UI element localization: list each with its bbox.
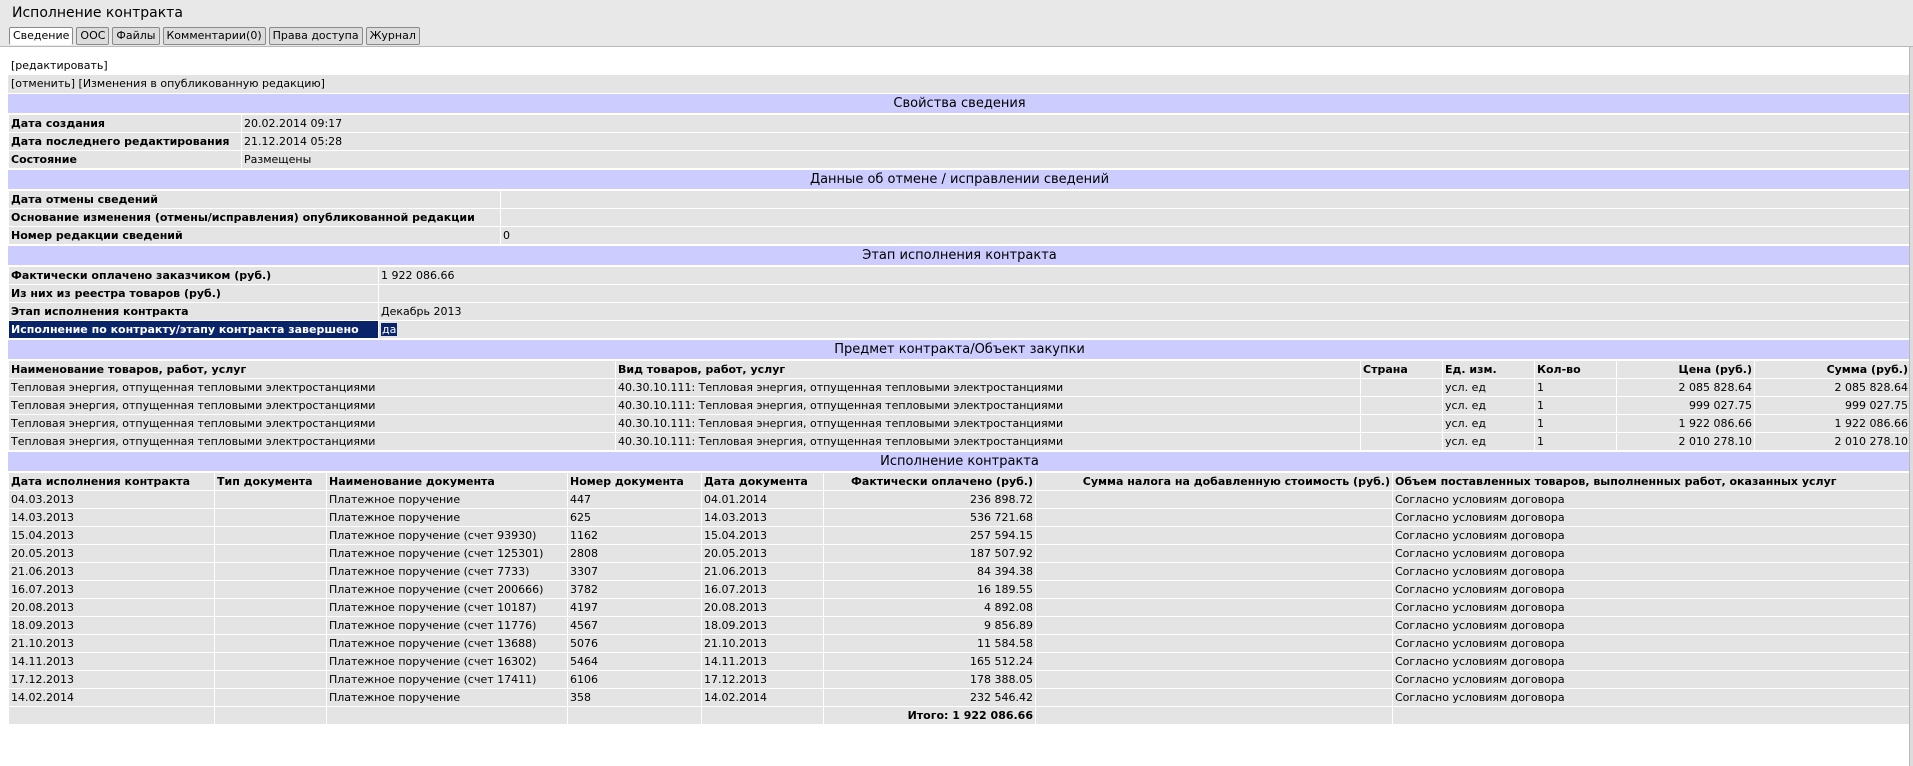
subject-cell-unit: усл. ед [1443, 415, 1535, 433]
props-value: 20.02.2014 09:17 [242, 115, 1911, 133]
subject-col-country: Страна [1361, 361, 1443, 379]
subject-cell-sum: 1 922 086.66 [1755, 415, 1911, 433]
exec-cell-volume: Согласно условиям договора [1393, 545, 1911, 563]
exec-cell-doctype [215, 509, 327, 527]
exec-cell-docname: Платежное поручение (счет 11776) [327, 617, 568, 635]
exec-col-doctype: Тип документа [215, 473, 327, 491]
stage-label: Этап исполнения контракта [9, 303, 379, 321]
exec-cell-docdate: 20.05.2013 [702, 545, 824, 563]
cancel-value [501, 191, 1911, 209]
exec-cell-docdate: 15.04.2013 [702, 527, 824, 545]
props-label: Дата создания [9, 115, 242, 133]
cancel-value: 0 [501, 227, 1911, 245]
subject-cell-name: Тепловая энергия, отпущенная тепловыми электростанциями [9, 415, 616, 433]
execution-row [9, 689, 1911, 707]
window-title: Исполнение контракта [12, 5, 183, 21]
exec-cell-date: 15.04.2013 [9, 527, 215, 545]
cancel-value [501, 209, 1911, 227]
props-label: Состояние [9, 151, 242, 169]
exec-col-vat: Сумма налога на добавленную стоимость (руб.) [1036, 473, 1393, 491]
exec-cell-docdate: 20.08.2013 [702, 599, 824, 617]
exec-cell-paid: 236 898.72 [824, 491, 1036, 509]
exec-cell-docname: Платежное поручение (счет 125301) [327, 545, 568, 563]
cancel-table [8, 190, 1911, 245]
execution-row [9, 491, 1911, 509]
exec-cell-docnum: 5076 [568, 635, 702, 653]
stage-section-title: Этап исполнения контракта [8, 245, 1911, 266]
exec-cell-date: 16.07.2013 [9, 581, 215, 599]
exec-cell-date: 17.12.2013 [9, 671, 215, 689]
props-section-title: Свойства сведения [8, 93, 1911, 114]
subject-col-unit: Ед. изм. [1443, 361, 1535, 379]
stage-table [8, 266, 1911, 339]
execution-row [9, 581, 1911, 599]
cancel-section-title: Данные об отмене / исправлении сведений [8, 169, 1911, 190]
subject-cell-qty: 1 [1535, 379, 1617, 397]
subject-cell-country [1361, 397, 1443, 415]
execution-row [9, 527, 1911, 545]
subject-cell-qty: 1 [1535, 415, 1617, 433]
total-empty-cell [702, 707, 824, 725]
exec-cell-docdate: 04.01.2014 [702, 491, 824, 509]
execution-section-title: Исполнение контракта [8, 451, 1911, 472]
execution-row [9, 635, 1911, 653]
subject-cell-kind: 40.30.10.111: Тепловая энергия, отпущенная тепловыми электростанциями [616, 433, 1361, 451]
subject-row [9, 433, 1911, 451]
subject-cell-country [1361, 433, 1443, 451]
subject-cell-name: Тепловая энергия, отпущенная тепловыми электростанциями [9, 379, 616, 397]
exec-cell-docdate: 14.02.2014 [702, 689, 824, 707]
subject-cell-name: Тепловая энергия, отпущенная тепловыми электростанциями [9, 433, 616, 451]
exec-cell-docname: Платежное поручение (счет 7733) [327, 563, 568, 581]
exec-cell-volume: Согласно условиям договора [1393, 599, 1911, 617]
exec-cell-paid: 84 394.38 [824, 563, 1036, 581]
subject-cell-kind: 40.30.10.111: Тепловая энергия, отпущенная тепловыми электростанциями [616, 415, 1361, 433]
exec-cell-docnum: 625 [568, 509, 702, 527]
exec-cell-paid: 257 594.15 [824, 527, 1036, 545]
exec-cell-docname: Платежное поручение (счет 93930) [327, 527, 568, 545]
exec-cell-docnum: 447 [568, 491, 702, 509]
tab-svedenie[interactable]: Сведение [9, 27, 73, 45]
exec-cell-docnum: 1162 [568, 527, 702, 545]
exec-cell-date: 04.03.2013 [9, 491, 215, 509]
exec-cell-docname: Платежное поручение [327, 509, 568, 527]
exec-cell-volume: Согласно условиям договора [1393, 635, 1911, 653]
exec-cell-vat [1036, 635, 1393, 653]
exec-cell-docname: Платежное поручение (счет 200666) [327, 581, 568, 599]
changes-link[interactable]: [Изменения в опубликованную редакцию] [78, 77, 325, 90]
stage-value [379, 285, 1911, 303]
subject-cell-price: 1 922 086.66 [1617, 415, 1755, 433]
exec-cell-vat [1036, 509, 1393, 527]
exec-cell-docname: Платежное поручение (счет 13688) [327, 635, 568, 653]
exec-cell-docnum: 5464 [568, 653, 702, 671]
exec-cell-doctype [215, 545, 327, 563]
exec-cell-volume: Согласно условиям договора [1393, 653, 1911, 671]
cancel-row [9, 191, 1911, 209]
exec-cell-docdate: 21.10.2013 [702, 635, 824, 653]
exec-cell-docname: Платежное поручение (счет 16302) [327, 653, 568, 671]
edit-row [8, 57, 1911, 75]
execution-header-row [9, 473, 1911, 491]
exec-cell-docname: Платежное поручение [327, 491, 568, 509]
subject-col-sum: Сумма (руб.) [1755, 361, 1911, 379]
props-value: 21.12.2014 05:28 [242, 133, 1911, 151]
subject-header-row [9, 361, 1911, 379]
props-table [8, 114, 1911, 169]
stage-row [9, 267, 1911, 285]
total-empty-cell [327, 707, 568, 725]
exec-cell-docname: Платежное поручение [327, 689, 568, 707]
exec-cell-date: 21.06.2013 [9, 563, 215, 581]
total-empty-cell [215, 707, 327, 725]
exec-cell-doctype [215, 563, 327, 581]
exec-cell-volume: Согласно условиям договора [1393, 671, 1911, 689]
exec-cell-vat [1036, 689, 1393, 707]
exec-cell-date: 20.05.2013 [9, 545, 215, 563]
stage-row [9, 303, 1911, 321]
subject-col-kind: Вид товаров, работ, услуг [616, 361, 1361, 379]
tab-files[interactable]: Файлы [112, 27, 159, 45]
exec-cell-docnum: 6106 [568, 671, 702, 689]
subject-row [9, 415, 1911, 433]
exec-cell-paid: 165 512.24 [824, 653, 1036, 671]
exec-cell-vat [1036, 653, 1393, 671]
cancel-label: Номер редакции сведений [9, 227, 501, 245]
exec-cell-doctype [215, 491, 327, 509]
exec-cell-volume: Согласно условиям договора [1393, 689, 1911, 707]
exec-cell-vat [1036, 527, 1393, 545]
subject-cell-sum: 2 010 278.10 [1755, 433, 1911, 451]
exec-cell-paid: 9 856.89 [824, 617, 1036, 635]
subject-cell-name: Тепловая энергия, отпущенная тепловыми электростанциями [9, 397, 616, 415]
subject-cell-qty: 1 [1535, 433, 1617, 451]
cancel-row [9, 209, 1911, 227]
total-empty-cell [9, 707, 215, 725]
exec-cell-date: 14.03.2013 [9, 509, 215, 527]
subject-row [9, 397, 1911, 415]
exec-cell-vat [1036, 671, 1393, 689]
subject-cell-unit: усл. ед [1443, 433, 1535, 451]
subject-cell-price: 2 085 828.64 [1617, 379, 1755, 397]
stage-row-selected [9, 321, 1911, 339]
content-area [8, 47, 1911, 766]
execution-table [8, 472, 1911, 725]
execution-total-row [9, 707, 1911, 725]
exec-cell-docdate: 14.11.2013 [702, 653, 824, 671]
exec-cell-docname: Платежное поручение (счет 10187) [327, 599, 568, 617]
exec-col-docname: Наименование документа [327, 473, 568, 491]
exec-cell-docdate: 16.07.2013 [702, 581, 824, 599]
exec-cell-docname: Платежное поручение (счет 17411) [327, 671, 568, 689]
actions-row [8, 75, 1911, 93]
exec-cell-docnum: 4567 [568, 617, 702, 635]
subject-cell-price: 2 010 278.10 [1617, 433, 1755, 451]
exec-cell-volume: Согласно условиям договора [1393, 491, 1911, 509]
subject-cell-sum: 999 027.75 [1755, 397, 1911, 415]
exec-cell-paid: 178 388.05 [824, 671, 1036, 689]
exec-cell-paid: 232 546.42 [824, 689, 1036, 707]
exec-col-paid: Фактически оплачено (руб.) [824, 473, 1036, 491]
exec-cell-docnum: 358 [568, 689, 702, 707]
right-scrollbar[interactable] [1909, 47, 1913, 766]
exec-cell-docnum: 3782 [568, 581, 702, 599]
exec-cell-paid: 536 721.68 [824, 509, 1036, 527]
total-empty-cell [1393, 707, 1911, 725]
exec-cell-docnum: 4197 [568, 599, 702, 617]
exec-cell-date: 14.11.2013 [9, 653, 215, 671]
execution-row [9, 509, 1911, 527]
exec-cell-volume: Согласно условиям договора [1393, 581, 1911, 599]
execution-total: Итого: 1 922 086.66 [824, 707, 1036, 725]
stage-label: Фактически оплачено заказчиком (руб.) [9, 267, 379, 285]
props-row [9, 115, 1911, 133]
stage-label: Из них из реестра товаров (руб.) [9, 285, 379, 303]
exec-cell-vat [1036, 581, 1393, 599]
exec-cell-date: 20.08.2013 [9, 599, 215, 617]
exec-cell-doctype [215, 527, 327, 545]
exec-cell-doctype [215, 671, 327, 689]
subject-row [9, 379, 1911, 397]
subject-cell-kind: 40.30.10.111: Тепловая энергия, отпущенная тепловыми электростанциями [616, 397, 1361, 415]
exec-col-date: Дата исполнения контракта [9, 473, 215, 491]
exec-cell-volume: Согласно условиям договора [1393, 527, 1911, 545]
execution-row [9, 671, 1911, 689]
stage-label: Исполнение по контракту/этапу контракта завершено [9, 321, 379, 339]
subject-cell-country [1361, 379, 1443, 397]
props-value: Размещены [242, 151, 1911, 169]
cancel-label: Основание изменения (отмены/исправления) опубликованной редакции [9, 209, 501, 227]
cancel-label: Дата отмены сведений [9, 191, 501, 209]
props-label: Дата последнего редактирования [9, 133, 242, 151]
exec-cell-docdate: 21.06.2013 [702, 563, 824, 581]
subject-cell-unit: усл. ед [1443, 397, 1535, 415]
exec-cell-vat [1036, 491, 1393, 509]
subject-cell-unit: усл. ед [1443, 379, 1535, 397]
subject-cell-kind: 40.30.10.111: Тепловая энергия, отпущенная тепловыми электростанциями [616, 379, 1361, 397]
exec-cell-paid: 16 189.55 [824, 581, 1036, 599]
subject-cell-qty: 1 [1535, 397, 1617, 415]
exec-cell-doctype [215, 581, 327, 599]
exec-cell-paid: 11 584.58 [824, 635, 1036, 653]
edit-link[interactable]: [редактировать] [11, 59, 108, 72]
exec-col-docdate: Дата документа [702, 473, 824, 491]
tab-bar [9, 27, 423, 45]
exec-cell-docdate: 14.03.2013 [702, 509, 824, 527]
subject-section-title: Предмет контракта/Объект закупки [8, 339, 1911, 360]
subject-cell-price: 999 027.75 [1617, 397, 1755, 415]
stage-value: 1 922 086.66 [379, 267, 1911, 285]
exec-cell-doctype [215, 635, 327, 653]
subject-cell-sum: 2 085 828.64 [1755, 379, 1911, 397]
window-titlebar [0, 0, 1913, 47]
execution-row [9, 653, 1911, 671]
exec-cell-paid: 187 507.92 [824, 545, 1036, 563]
exec-cell-doctype [215, 689, 327, 707]
stage-row [9, 285, 1911, 303]
tab-oos[interactable]: ООС [76, 27, 109, 45]
total-empty-cell [1036, 707, 1393, 725]
exec-cell-date: 18.09.2013 [9, 617, 215, 635]
exec-cell-date: 21.10.2013 [9, 635, 215, 653]
exec-cell-volume: Согласно условиям договора [1393, 509, 1911, 527]
exec-cell-date: 14.02.2014 [9, 689, 215, 707]
exec-col-volume: Объем поставленных товаров, выполненных работ, оказанных услуг [1393, 473, 1911, 491]
subject-col-price: Цена (руб.) [1617, 361, 1755, 379]
subject-cell-country [1361, 415, 1443, 433]
execution-row [9, 599, 1911, 617]
exec-cell-volume: Согласно условиям договора [1393, 563, 1911, 581]
stage-value: Декабрь 2013 [379, 303, 1911, 321]
tab-access-rights[interactable]: Права доступа [269, 27, 363, 45]
exec-cell-docdate: 17.12.2013 [702, 671, 824, 689]
exec-cell-doctype [215, 617, 327, 635]
props-row [9, 133, 1911, 151]
exec-cell-vat [1036, 563, 1393, 581]
execution-row [9, 617, 1911, 635]
props-row [9, 151, 1911, 169]
cancel-link[interactable]: [отменить] [11, 77, 76, 90]
exec-cell-doctype [215, 599, 327, 617]
stage-value-selected: да [382, 323, 397, 336]
stage-value [379, 321, 1911, 339]
cancel-row [9, 227, 1911, 245]
execution-row [9, 563, 1911, 581]
subject-col-name: Наименование товаров, работ, услуг [9, 361, 616, 379]
subject-col-qty: Кол-во [1535, 361, 1617, 379]
total-empty-cell [568, 707, 702, 725]
exec-cell-vat [1036, 545, 1393, 563]
subject-table [8, 360, 1911, 451]
exec-cell-docnum: 2808 [568, 545, 702, 563]
exec-cell-volume: Согласно условиям договора [1393, 617, 1911, 635]
exec-cell-docnum: 3307 [568, 563, 702, 581]
exec-cell-vat [1036, 617, 1393, 635]
exec-cell-vat [1036, 599, 1393, 617]
exec-col-docnum: Номер документа [568, 473, 702, 491]
execution-row [9, 545, 1911, 563]
tab-journal[interactable]: Журнал [366, 27, 420, 45]
exec-cell-docdate: 18.09.2013 [702, 617, 824, 635]
tab-comments[interactable]: Комментарии(0) [163, 27, 266, 45]
exec-cell-doctype [215, 653, 327, 671]
exec-cell-paid: 4 892.08 [824, 599, 1036, 617]
